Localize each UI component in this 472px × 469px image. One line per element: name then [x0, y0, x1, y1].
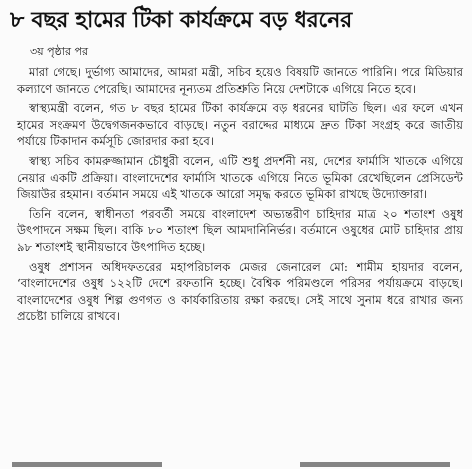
article-paragraph: ওষুধ প্রশাসন অধিদফতরের মহাপরিচালক মেজর জেনারেল মো: শামীম হায়দার বলেন, ‘বাংলাদেশের ওষুধ ১২২টি দেশে রফতানি হচ্ছে। বৈশ্বিক পরিমণ্ডলে পরিসর পর্যায়ক্রমে বাড়ছে। বাংলাদেশের ওষুধ শিল্প গুণগত ও কার্যকারিতায় রক্ষা করছে। সেই সাথে সুনাম ধরে রাখার জন্য প্রচেষ্টা চালিয়ে রাখবে। — [17, 259, 463, 324]
article-paragraph: স্বাস্থ্য সচিব কামরুজ্জামান চৌধুরী বলেন, এটি শুধু প্রদর্শনী নয়, দেশের ফার্মাসি খাতকে এগিয়ে নেয়ার একটি প্রক্রিয়া। বাংলাদেশের ফার্মাসি খাতকে এগিয়ে নিতে ভূমিকা রেখেছিলেন প্রেসিডেন্ট জিয়াউর রহমান। বর্তমান সময়ে এই খাতকে আরো সমৃদ্ধ করতে ভূমিকা রাখছে উদ্যোক্তারা। — [17, 153, 463, 202]
article-paragraph: তিনি বলেন, স্বাধীনতা পরবর্তী সময়ে বাংলাদেশ অভ্যন্তরীণ চাহিদার মাত্র ২০ শতাংশ ওষুধ উৎপাদনে সক্ষম ছিল। বাকি ৮০ শতাংশ ছিল আমদানিনির্ভর। বর্তমানে ওষুধের মোট চাহিদার প্রায় ৯৮ শতাংশই স্থানীয়ভাবে উৎপাদিত হচ্ছে। — [17, 206, 463, 254]
article-paragraph: স্বাস্থ্যমন্ত্রী বলেন, গত ৮ বছর হামের টিকা কার্যক্রমে বড় ধরনের ঘাটতি ছিল। এর ফলে এখন হামের সংক্রমণ উদ্বেগজনকভাবে বাড়ছে। নতুন বরাদ্দের মাধ্যমে দ্রুত টিকা সংগ্রহ করে জাতীয় পর্যায়ে টিকাদান কর্মসূচি জোরদার করা হবে। — [17, 101, 463, 149]
cut-off-text-fragment — [12, 462, 162, 467]
continued-from-label: ৩য় পৃষ্ঠার পর — [30, 45, 89, 58]
cut-off-next-article — [0, 460, 472, 469]
cut-off-text-fragment — [300, 462, 450, 467]
article-paragraph: মারা গেছে। দুর্ভাগ্য আমাদের, আমরা মন্ত্রী, সচিব হয়েও বিষয়টি জানতে পারিনি। পরে মিডিয়ার কল্যাণে জানতে পেরেছি। আমাদের নূন্যতম প্রতিশ্রুতি নিয়ে দেশটাকে এগিয়ে নিতে হবে। — [17, 65, 463, 96]
headline: ৮ বছর হামের টিকা কার্যক্রমে বড় ধরনের — [10, 8, 352, 33]
article-body — [17, 64, 463, 328]
